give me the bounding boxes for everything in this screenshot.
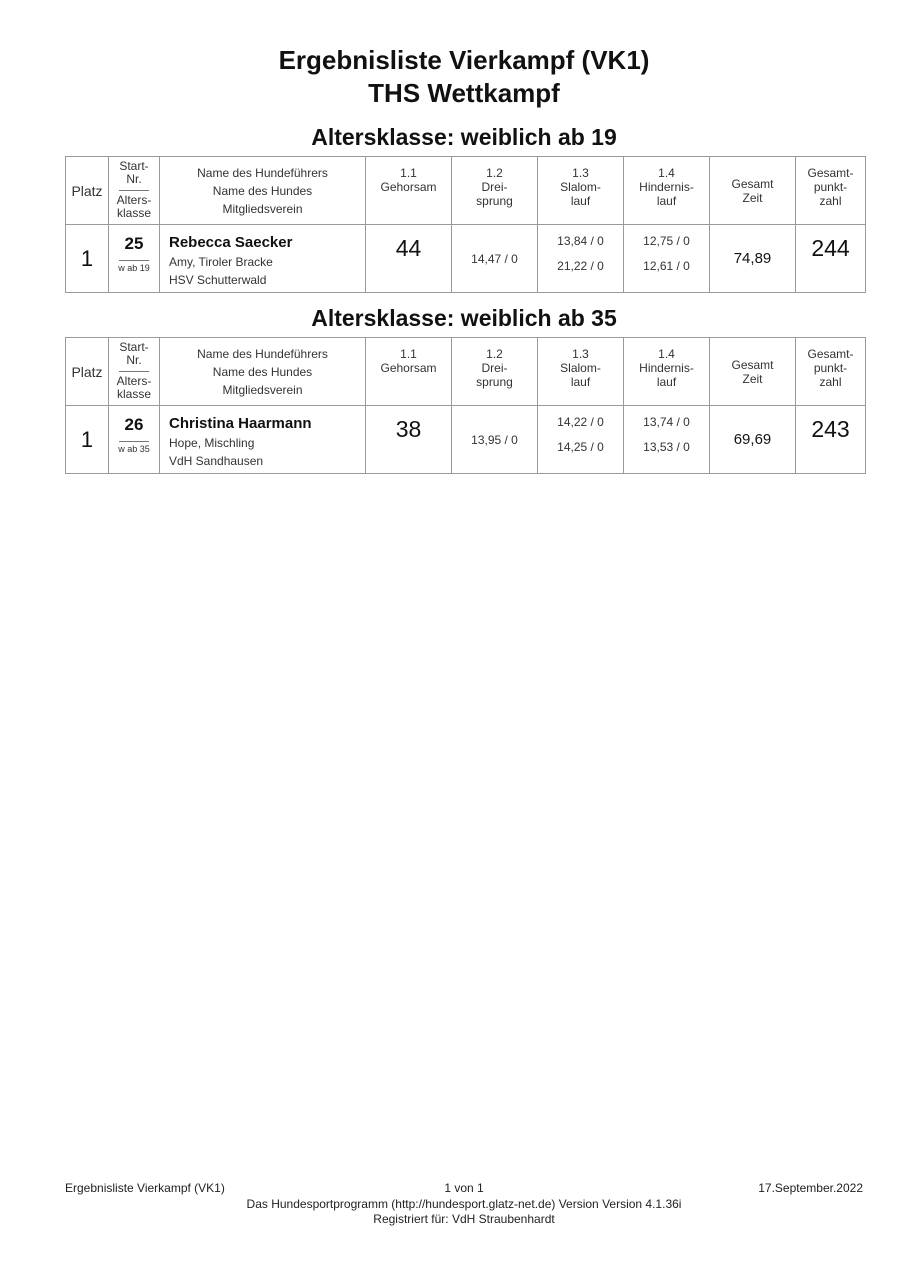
row-hindernis-2: 12,61 / 0 [643, 259, 690, 273]
row-club: HSV Schutterwald [169, 273, 267, 287]
row-slalom [538, 406, 624, 474]
row-start [109, 225, 160, 293]
row-gesamt-zeit: 74,89 [710, 225, 796, 293]
header-slalom: 1.3 Slalom- lauf [538, 338, 624, 406]
header-gesamtpunktzahl: Gesamt- punkt- zahl [796, 338, 866, 406]
header-start-nr [109, 157, 160, 225]
header-gesamt-zeit: Gesamt Zeit [710, 338, 796, 406]
header-club: Mitgliedsverein [222, 383, 303, 397]
section-heading-1: Altersklasse: weiblich ab 19 [311, 124, 617, 150]
row-hindernis-1: 13,74 / 0 [643, 415, 690, 429]
row-club: VdH Sandhausen [169, 454, 264, 468]
divider [119, 441, 149, 442]
header-dreisprung: 1.2 Drei- sprung [452, 157, 538, 225]
row-klasse: w ab 19 [118, 263, 150, 273]
row-gehorsam: 38 [366, 406, 452, 474]
header-club: Mitgliedsverein [222, 202, 303, 216]
row-start-nr: 26 [124, 415, 144, 434]
header-platz: Platz [66, 338, 109, 406]
row-name [160, 406, 366, 474]
header-platz: Platz [66, 157, 109, 225]
divider [119, 260, 149, 261]
row-hindernis-2: 13,53 / 0 [643, 440, 690, 454]
header-gehorsam: 1.1 Gehorsam [366, 338, 452, 406]
row-dreisprung: 13,95 / 0 [452, 406, 538, 474]
row-platz: 1 [66, 406, 109, 474]
row-punkte: 243 [796, 406, 866, 474]
table-row [66, 406, 866, 474]
header-name [160, 157, 366, 225]
row-handler: Rebecca Saecker [169, 234, 293, 251]
results-table-2 [65, 337, 866, 474]
row-gesamt-zeit: 69,69 [710, 406, 796, 474]
header-dreisprung: 1.2 Drei- sprung [452, 338, 538, 406]
row-slalom [538, 225, 624, 293]
header-hindernis: 1.4 Hindernis- lauf [624, 157, 710, 225]
row-hindernis [624, 406, 710, 474]
header-gesamtpunktzahl: Gesamt- punkt- zahl [796, 157, 866, 225]
header-name [160, 338, 366, 406]
header-name-handler: Name des Hundeführers [197, 347, 328, 361]
header-hindernis: 1.4 Hindernis- lauf [624, 338, 710, 406]
row-dog: Amy, Tiroler Bracke [169, 255, 273, 269]
header-name-dog: Name des Hundes [212, 365, 313, 379]
header-gehorsam: 1.1 Gehorsam [366, 157, 452, 225]
document-title [0, 44, 900, 110]
header-gesamt-zeit: Gesamt Zeit [710, 157, 796, 225]
row-klasse: w ab 35 [118, 444, 150, 454]
title-line-1: Ergebnisliste Vierkampf (VK1) [278, 45, 650, 75]
header-altersklasse: Alters- klasse [116, 193, 152, 220]
divider [119, 371, 149, 372]
row-hindernis [624, 225, 710, 293]
title-line-2: THS Wettkampf [368, 78, 560, 108]
header-altersklasse: Alters- klasse [116, 374, 152, 401]
row-start [109, 406, 160, 474]
header-start-label: Start- Nr. [119, 159, 149, 186]
row-dreisprung: 14,47 / 0 [452, 225, 538, 293]
footer-date: 17.September.2022 [758, 1181, 863, 1195]
row-handler: Christina Haarmann [169, 415, 312, 432]
section-heading-2: Altersklasse: weiblich ab 35 [311, 305, 617, 331]
row-dog: Hope, Mischling [169, 436, 255, 450]
row-gehorsam: 44 [366, 225, 452, 293]
divider [119, 190, 149, 191]
row-slalom-2: 14,25 / 0 [557, 440, 604, 454]
header-name-dog: Name des Hundes [212, 184, 313, 198]
row-name [160, 225, 366, 293]
header-start-nr [109, 338, 160, 406]
row-slalom-1: 14,22 / 0 [557, 415, 604, 429]
footer-registration: Registriert für: VdH Straubenhardt [373, 1212, 555, 1226]
header-name-handler: Name des Hundeführers [197, 166, 328, 180]
table-header-row [66, 157, 866, 225]
row-hindernis-1: 12,75 / 0 [643, 234, 690, 248]
table-header-row [66, 338, 866, 406]
table-row [66, 225, 866, 293]
row-punkte: 244 [796, 225, 866, 293]
header-slalom: 1.3 Slalom- lauf [538, 157, 624, 225]
row-slalom-1: 13,84 / 0 [557, 234, 604, 248]
results-table-1 [65, 156, 866, 293]
row-platz: 1 [66, 225, 109, 293]
footer-document-name: Ergebnisliste Vierkampf (VK1) [65, 1181, 225, 1195]
footer-page-number: 1 von 1 [444, 1181, 484, 1195]
header-start-label: Start- Nr. [119, 340, 149, 367]
footer-software: Das Hundesportprogramm (http://hundesport.glatz-net.de) Version Version 4.1.36i [246, 1197, 682, 1211]
row-slalom-2: 21,22 / 0 [557, 259, 604, 273]
row-start-nr: 25 [124, 234, 144, 253]
